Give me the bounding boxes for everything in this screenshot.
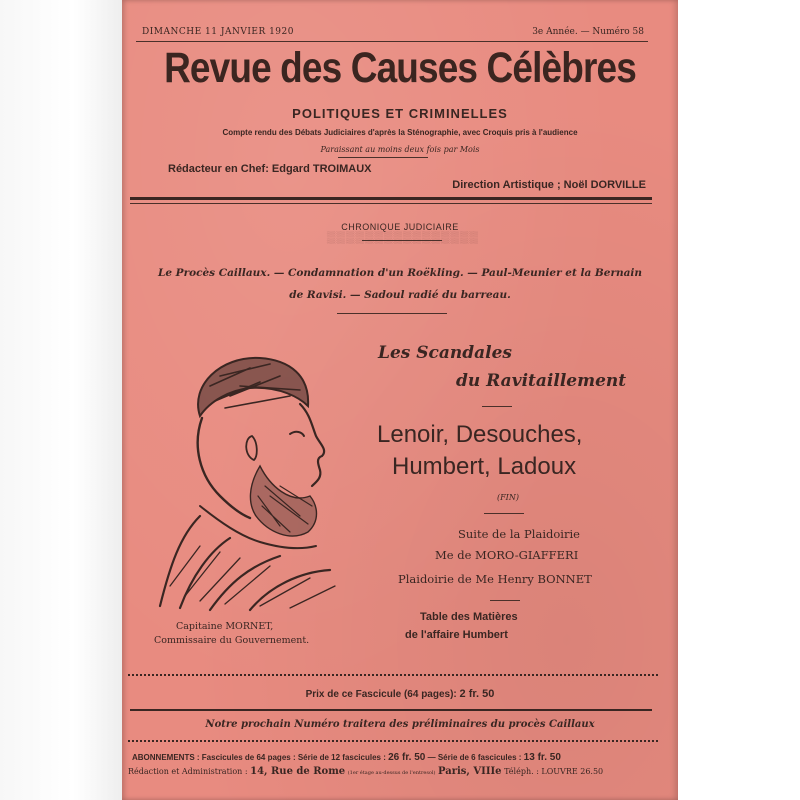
dateline: DIMANCHE 11 JANVIER 1920 <box>142 27 294 37</box>
magazine-cover <box>122 0 678 800</box>
chronique-end-rule <box>337 313 447 314</box>
address-street: 14, Rue de Rome <box>250 766 346 777</box>
sketch-head-back <box>198 418 250 518</box>
next-issue-notice: Notre prochain Numéro traitera des préliminaires du procès Caillaux <box>205 719 595 730</box>
footer-rule <box>130 709 652 711</box>
sketch-ear <box>246 436 257 460</box>
address-city: Paris, VIIIe <box>438 766 502 777</box>
portrait-caption-name: Capitaine MORNET, <box>176 621 274 632</box>
price-value: 2 fr. 50 <box>459 688 495 700</box>
chronique-line-2: de Ravisi. — Sadoul radié du barreau. <box>289 289 511 301</box>
page-margin-right <box>678 0 800 800</box>
feature-title-line-2: du Ravitaillement <box>456 371 627 391</box>
price-line <box>122 688 678 700</box>
footer-dotted-rule-top <box>128 674 658 676</box>
masthead-title: Revue des Causes Célèbres <box>164 44 636 92</box>
feature-fin: (FIN) <box>497 493 519 502</box>
price-label: Prix de ce Fascicule (64 pages): <box>305 689 457 700</box>
feature-title-line-1: Les Scandales <box>378 343 513 363</box>
subscriptions-mid: — Série de 6 fascicules : <box>427 753 522 762</box>
sketch-eye <box>290 432 304 436</box>
table-divider <box>490 600 520 601</box>
fin-divider <box>484 513 524 514</box>
frequency-underline <box>338 157 428 158</box>
chronique-line-1: Le Procès Caillaux. — Condamnation d'un Roëkling. — Paul-Meunier et la Bernain <box>157 267 643 279</box>
issue-number: 3e Année. — Numéro 58 <box>532 27 644 37</box>
subscriptions-6-price: 13 fr. 50 <box>523 752 561 763</box>
address-note: (1er étage au-dessus de l'entresol) <box>347 770 436 776</box>
subscriptions-12-price: 26 fr. 50 <box>388 752 426 763</box>
feature-names-line-2: Humbert, Ladoux <box>392 453 577 480</box>
bleed-through-stamp: ▒▒▒▒▒▒▒▒▒▒▒▒▒▒▒▒ <box>326 230 479 244</box>
subscriptions-line <box>132 752 561 763</box>
chronique-heading: CHRONIQUE JUDICIAIRE <box>341 222 459 232</box>
table-des-matieres-line-2: de l'affaire Humbert <box>405 629 508 641</box>
masthead-rule <box>130 197 652 200</box>
address-phone: Téléph. : LOUVRE 26.50 <box>504 767 604 776</box>
header-rule <box>136 41 648 42</box>
masthead-rule-thin <box>130 203 652 204</box>
plaidoirie-line-2: Me de MORO-GIAFFERI <box>435 548 579 562</box>
feature-names-line-1: Lenoir, Desouches, <box>377 421 583 448</box>
portrait-caption-title: Commissaire du Gouvernement. <box>154 635 310 646</box>
table-des-matieres-line-1: Table des Matières <box>420 611 518 623</box>
masthead-tagline: Compte rendu des Débats Judiciaires d'après la Sténographie, avec Croquis pris à l'audience <box>222 128 578 137</box>
chronique-underline <box>362 240 442 241</box>
art-direction: Direction Artistique ; Noël DORVILLE <box>452 179 646 191</box>
address-label: Rédaction et Administration : <box>128 767 248 776</box>
sketch-profile <box>300 404 324 486</box>
subscriptions-label: ABONNEMENTS : Fascicules de 64 pages : Série de 12 fascicules : <box>132 753 386 762</box>
masthead-subtitle: POLITIQUES ET CRIMINELLES <box>292 106 508 121</box>
masthead-frequency: Paraissant au moins deux fois par Mois <box>320 145 480 154</box>
plaidoirie-line-3: Plaidoirie de Me Henry BONNET <box>398 572 592 586</box>
footer-dotted-rule-bottom <box>128 740 658 742</box>
address-line <box>128 766 603 777</box>
editor-in-chief: Rédacteur en Chef: Edgard TROIMAUX <box>168 163 372 175</box>
portrait-sketch <box>140 346 350 616</box>
plaidoirie-line-1: Suite de la Plaidoirie <box>458 527 580 541</box>
book-spine-margin <box>0 0 122 800</box>
feature-divider <box>482 406 512 407</box>
chronique-summary <box>122 262 678 306</box>
